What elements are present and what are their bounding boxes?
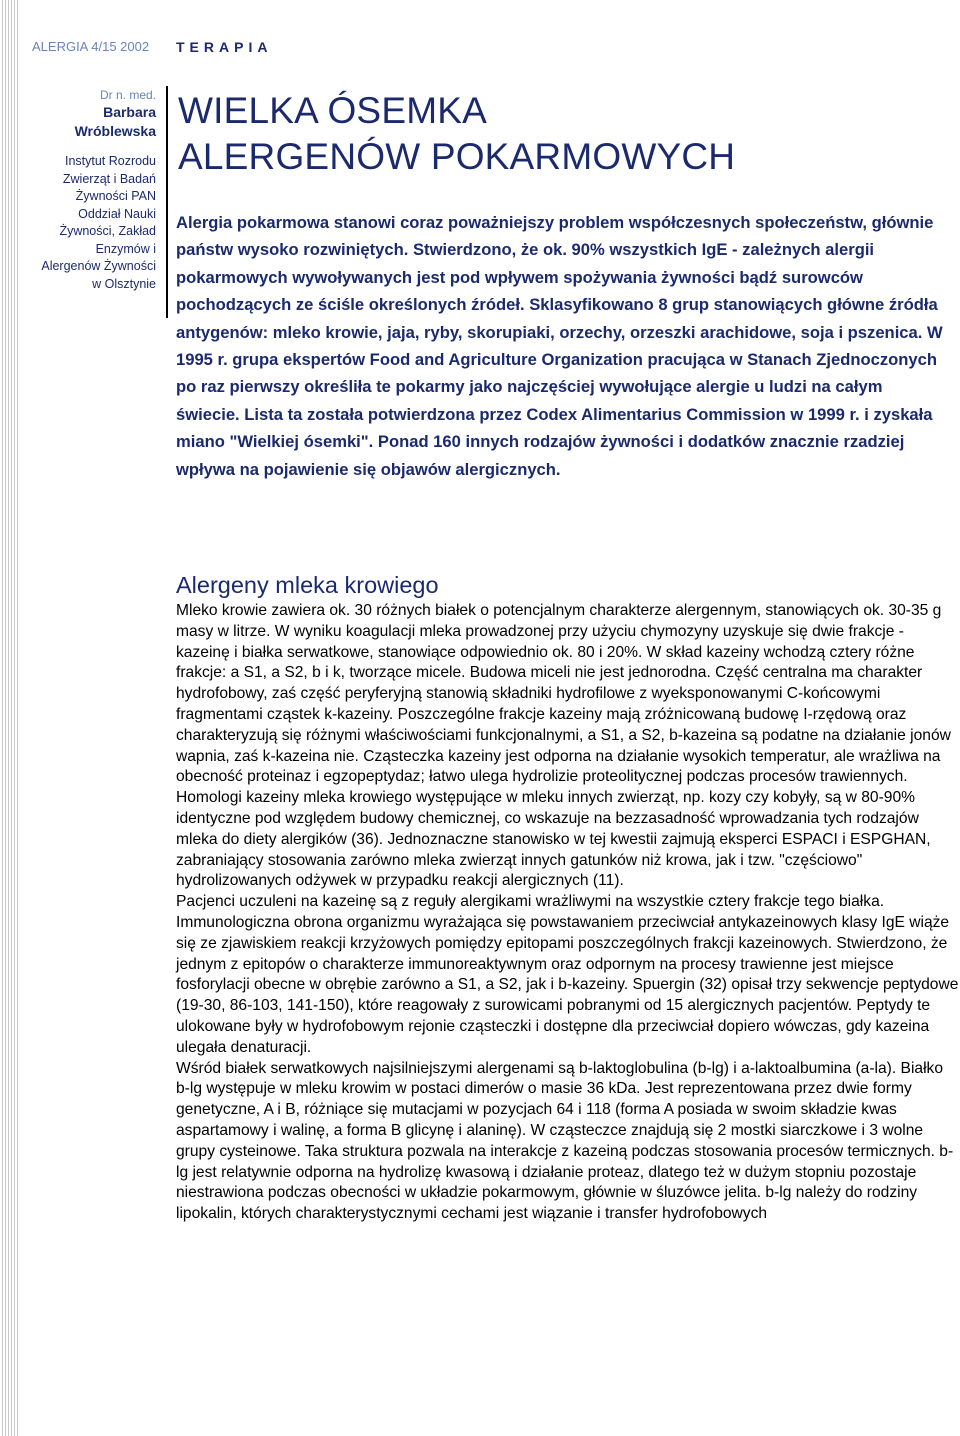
section-heading-cow-milk-allergens: Alergeny mleka krowiego [176,572,439,598]
author-sidebar [20,88,156,293]
body-paragraph: Pacjenci uczuleni na kazeinę są z reguły alergikami wrażliwymi na wszystkie cztery frakcje tego białka. Immunologiczna obrona organizmu wyrażająca się powstawaniem przeciwciał antykazeinowych klasy IgE wiąże się ze zjawiskiem reakcji krzyżowych pomiędzy epitopami poszczególnych frakcji kazeinowych. Stwierdzono, że jednym z epitopów o charakterze immunoreaktywnym oraz odpornym na procesy trawienne jest miejsce fosforylacji obecne w obrębie zarówno a S1, a S2, jak i b-kazeiny. Spuergin (32) opisał trzy sekwencje peptydowe (19-30, 86-103, 141-150), które reagowały z surowicami pobranymi od 15 alergicznych pacjentów. Peptydy te ulokowane były w hydrofobowym rejonie cząsteczki i dostępne dla przeciwciał dopiero wówczas, gdy kazeina ulegała denaturacji. [176,893,959,1056]
sidebar-divider [166,86,168,318]
article-title-line-2: ALERGENÓW POKARMOWYCH [178,136,736,177]
article-body [176,601,960,1225]
affiliation-line: Alergenów Żywności [41,259,156,273]
body-paragraph: Mleko krowie zawiera ok. 30 różnych białek o potencjalnym charakterze alergennym, stanowiących ok. 30-35 g masy w litrze. W wyniku koagulacji mleka prowadzonej przy użyciu chymozyny uzyskuje się dwie frakcje - kazeinę i białka serwatkowe, stanowiące odpowiednio ok. 80 i 20%. W skład kazeiny wchodzą cztery różne frakcje: a S1, a S2, b i k, tworzące micele. Budowa miceli nie jest jednorodna. Część centralna ma charakter hydrofobowy, zaś część peryferyjną stanowią składniki hydrofilowe z wyeksponowanymi C-końcowymi fragmentami cząstek k-kazeiny. Poszczególne frakcje kazeiny mają zróżnicowaną budowę I-rzędową oraz charakteryzują się różnymi właściwościami funkcjonalnymi, a S1, a S2, b-kazeina są podatne na działanie jonów wapnia, zaś k-kazeina nie. Cząsteczka kazeiny jest odporna na działanie wysokich temperatur, ale wrażliwa na obecność proteinaz i egzopeptydaz; łatwo ulega hydrolizie proteolitycznej podczas procesów trawiennych. Homologi kazeiny mleka krowiego występujące w mleku innych zwierząt, np. kozy czy kobyły, są w 80-90% identyczne pod względem budowy chemicznej, co wskazuje na bezzasadność wprowadzania tych rodzajów mleka do diety alergików (36). Jednoznaczne stanowisko w tej kwestii zajmują eksperci ESPACI i ESPGHAN, zabraniający stosowania zarówno mleka zwierząt innych gatunków niż krowa, jak i tzw. "częściowo" hydrolizowanych odżywek w przypadku reakcji alergicznych (11). [176,602,951,890]
affiliation-line: Oddział Nauki [78,206,156,221]
body-paragraph: Wśród białek serwatkowych najsilniejszymi alergenami są b-laktoglobulina (b-lg) i a-laktoalbumina (a-la). Białko b-lg występuje w mleku krowim w postaci dimerów o masie 36 kDa. Jest reprezentowana przez dwie formy genetyczne, A i B, różniące się mutacjami w pozycjach 64 i 118 (forma A posiada w swoim składzie kwas aspartamowy i walinę, a forma B glicynę i alaninę). W cząsteczce znajdują się 2 mostki siarczkowe i 3 wolne grupy cysteinowe. Taka struktura pozwala na interakcje z kazeiną podczas stosowania procesów termicznych. b-lg jest relatywnie odporna na hydrolizę kwasową i działanie proteaz, dlatego też w dużym stopniu pozostaje niestrawiona podczas obecności w układzie pokarmowym, głównie w śluzówce jelita. b-lg należy do rodziny lipokalin, których charakterystycznymi cechami jest wiązanie i transfer hydrofobowych [176,1059,954,1223]
section-heading-therapy: TERAPIA [176,39,273,55]
affiliation-line: w Olsztynie [92,276,156,291]
affiliation-line: Żywności, Zakład [59,224,156,238]
page-edge-lines [0,0,20,1436]
article-lead: Alergia pokarmowa stanowi coraz poważniejszy problem współczesnych społeczeństw, głównie państw wysoko rozwiniętych. Stwierdzono, że ok. 90% wszystkich IgE - zależnych alergii pokarmowych wywoływanych jest pod wpływem spożywania żywności bądź surowców pochodzących ze ściśle określonych źródeł. Sklasyfikowano 8 grup stanowiących główne źródła antygenów: mleko krowie, jaja, ryby, skorupiaki, orzechy, orzeszki arachidowe, soja i pszenica. W 1995 r. grupa ekspertów Food and Agriculture Organization pracująca w Stanach Zjednoczonych po raz pierwszy określiła te pokarmy jako najczęściej wywołujące alergie u ludzi na całym świecie. Lista ta została potwierdzona przez Codex Alimentarius Commission w 1999 r. i zyskała miano "Wielkiej ósemki". Ponad 160 innych rodzajów żywności i dodatków znacznie rzadziej wpływa na pojawienie się objawów alergicznych. [176,213,943,479]
author-affiliation [20,153,156,293]
journal-issue-label: ALERGIA 4/15 2002 [32,39,150,54]
article-title-line-1: WIELKA ÓSEMKA [178,90,487,131]
affiliation-line: Zwierząt i Badań [62,171,156,186]
author-last-name: Wróblewska [74,123,156,139]
affiliation-line: Żywności PAN [75,189,156,203]
affiliation-line: Enzymów i [95,241,156,256]
affiliation-line: Instytut Rozrodu [64,154,156,168]
author-academic-title: Dr n. med. [99,88,156,102]
author-first-name: Barbara [103,104,156,120]
article-title [178,88,735,180]
